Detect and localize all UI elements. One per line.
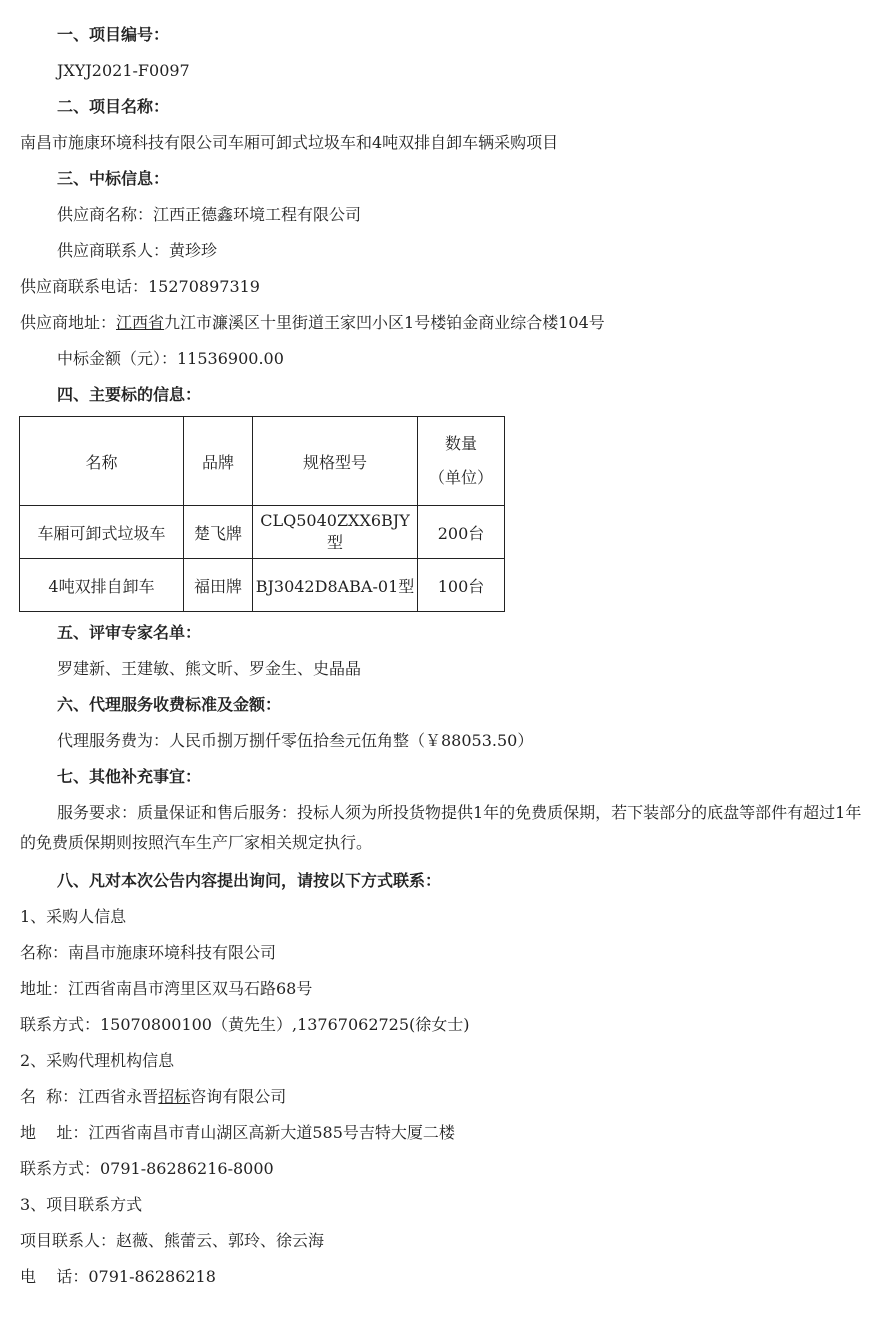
cell-spec: BJ3042D8ABA-01型 xyxy=(253,559,418,612)
buyer-title: 1、采购人信息 xyxy=(20,907,127,926)
header-qty-line1: 数量 xyxy=(444,434,477,453)
cell-brand: 福田牌 xyxy=(184,559,253,612)
bid-amount: 中标金额（元）：11536900.00 xyxy=(57,349,284,368)
buyer-name: 名称：南昌市施康环境科技有限公司 xyxy=(20,943,277,962)
project-no-heading: 一、项目编号： xyxy=(57,25,170,44)
cell-brand: 楚飞牌 xyxy=(184,506,253,559)
header-name: 名称 xyxy=(20,417,184,506)
agency-address: 地 址：江西省南昌市青山湖区高新大道585号吉特大厦二楼 xyxy=(20,1123,455,1142)
project-phone: 电 话：0791-86286218 xyxy=(20,1267,216,1286)
buyer-phone: 联系方式：15070800100（黄先生）,13767062725(徐女士) xyxy=(20,1015,470,1034)
supplier-address-rest: 九江市濂溪区十里街道王家凹小区1号楼铂金商业综合楼104号 xyxy=(164,313,605,332)
cell-spec: CLQ5040ZXX6BJY型 xyxy=(253,506,418,559)
agency-phone: 联系方式：0791-86286216-8000 xyxy=(20,1159,274,1178)
winner-heading: 三、中标信息： xyxy=(57,169,170,188)
contact-heading: 八、凡对本次公告内容提出询问，请按以下方式联系： xyxy=(57,871,442,890)
project-no: JXYJ2021-F0097 xyxy=(57,61,190,80)
header-spec: 规格型号 xyxy=(253,417,418,506)
cell-qty: 100台 xyxy=(418,559,505,612)
table-row xyxy=(20,559,505,612)
agency-name xyxy=(20,1086,286,1108)
experts-heading: 五、评审专家名单： xyxy=(57,623,202,642)
agency-name-link[interactable]: 招标 xyxy=(158,1087,191,1106)
header-brand: 品牌 xyxy=(184,417,253,506)
buyer-address: 地址：江西省南昌市湾里区双马石路68号 xyxy=(20,979,313,998)
supplier-name: 供应商名称：江西正德鑫环境工程有限公司 xyxy=(57,205,362,224)
project-contact-title: 3、项目联系方式 xyxy=(20,1195,143,1214)
items-table xyxy=(19,416,505,612)
fee-heading: 六、代理服务收费标准及金额： xyxy=(57,695,282,714)
supplier-phone: 供应商联系电话：15270897319 xyxy=(20,277,260,296)
experts-names: 罗建新、王建敏、熊文昕、罗金生、史晶晶 xyxy=(57,659,362,678)
project-contacts: 项目联系人：赵薇、熊蕾云、郭玲、徐云海 xyxy=(20,1231,325,1250)
supplier-contact: 供应商联系人：黄珍珍 xyxy=(57,241,218,260)
table-header-row xyxy=(20,417,505,506)
agency-name-suffix: 咨询有限公司 xyxy=(190,1087,287,1106)
project-name-heading: 二、项目名称： xyxy=(57,97,170,116)
header-qty-line2: （单位） xyxy=(428,468,493,487)
other-text: 服务要求：质量保证和售后服务：投标人须为所投货物提供1年的免费质保期，若下装部分的底盘等部件有超过1年的免费质保期则按照汽车生产厂家相关规定执行。 xyxy=(20,803,862,852)
supplier-address-label: 供应商地址： xyxy=(20,313,117,332)
agency-title: 2、采购代理机构信息 xyxy=(20,1051,175,1070)
header-qty xyxy=(418,417,505,506)
cell-qty: 200台 xyxy=(418,506,505,559)
other-heading: 七、其他补充事宜： xyxy=(57,767,202,786)
project-name: 南昌市施康环境科技有限公司车厢可卸式垃圾车和4吨双排自卸车辆采购项目 xyxy=(20,133,559,152)
fee-text: 代理服务费为：人民币捌万捌仟零伍拾叁元伍角整（￥88053.50） xyxy=(57,731,534,750)
items-heading: 四、主要标的信息： xyxy=(57,385,202,404)
supplier-address-province-link[interactable]: 江西省 xyxy=(116,313,165,332)
cell-name: 4吨双排自卸车 xyxy=(20,559,184,612)
cell-name: 车厢可卸式垃圾车 xyxy=(20,506,184,559)
agency-name-prefix: 名 称：江西省永晋 xyxy=(20,1087,159,1106)
supplier-address xyxy=(20,312,605,334)
table-row xyxy=(20,506,505,559)
